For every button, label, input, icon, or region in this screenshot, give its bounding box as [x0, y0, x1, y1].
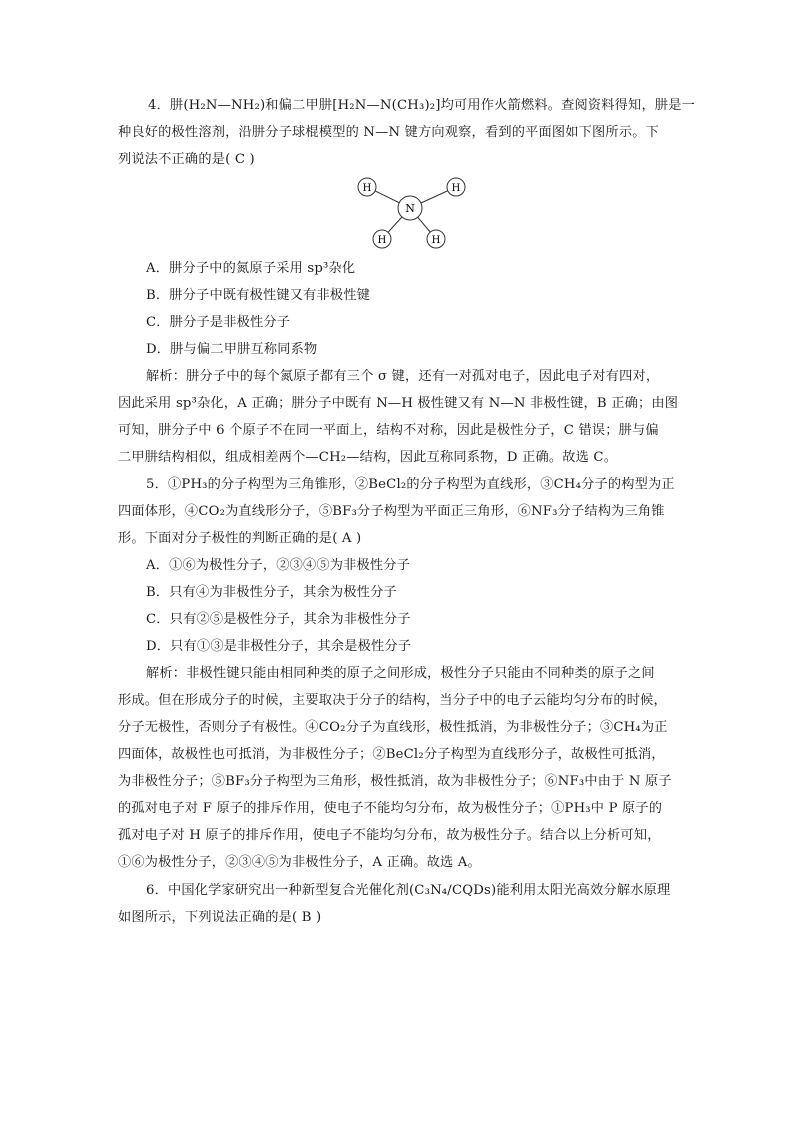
q4-option-d: D．肼与偏二甲肼互称同系物: [146, 342, 318, 357]
atom-h-top-left: [358, 178, 376, 196]
q4-analysis-line-2: 因此采用 sp³杂化，A 正确；肼分子中既有 N—H 极性键又有 N—N 非极性键，B 正确；由图: [118, 396, 679, 411]
atom-n-center: [398, 196, 422, 220]
q5-option-d: D．只有①③是非极性分子，其余是极性分子: [146, 639, 412, 654]
atom-h-top-right: [447, 178, 465, 196]
q5-analysis-line-8: ①⑥为极性分子，②③④⑤为非极性分子，A 正确。故选 A。: [118, 855, 481, 870]
q5-line-3: 形。下面对分子极性的判断正确的是( A ): [118, 531, 362, 546]
q4-analysis-line-3: 可知，肼分子中 6 个原子不在同一平面上，结构不对称，因此是极性分子，C 错误；肼与偏: [118, 423, 659, 438]
question-4-stem: [118, 92, 695, 173]
question-4-analysis: [118, 363, 679, 471]
svg-text:H: H: [451, 183, 461, 194]
svg-text:H: H: [431, 235, 441, 246]
q4-option-b: B．肼分子中既有极性键又有非极性键: [146, 288, 371, 303]
q4-option-a: A．肼分子中的氮原子采用 sp³杂化: [146, 261, 356, 276]
q4-analysis-line-4: 二甲肼结构相似，组成相差两个—CH₂—结构，因此互称同系物，D 正确。故选 C。: [118, 450, 618, 465]
q4-line-3: 列说法不正确的是( C ): [118, 152, 255, 167]
q5-analysis-line-1: 解析：非极性键只能由相同种类的原子之间形成，极性分子只能由不同种类的原子之间: [146, 666, 655, 681]
question-4-options: [146, 255, 656, 363]
q5-analysis-line-4: 四面体，故极性也可抵消，为非极性分子；②BeCl₂分子构型为直线形分子，故极性可抵消，: [118, 747, 665, 762]
hydrazine-planar-diagram: [350, 170, 470, 252]
q5-analysis-line-7: 孤对电子对 H 原子的排斥作用，使电子不能均匀分布，故为极性分子。结合以上分析可知，: [118, 828, 661, 843]
q5-analysis-line-2: 形成。但在形成分子的时候，主要取决于分子的结构，当分子中的电子云能均匀分布的时候，: [118, 693, 667, 708]
atom-h-bottom-right: [427, 230, 445, 248]
q5-line-2: 四面体形，④CO₂为直线形分子，⑤BF₃分子构型为平面正三角形，⑥NF₃分子结构为三角锥: [118, 504, 665, 519]
atom-h-bottom-left: [373, 230, 391, 248]
question-5-options: [146, 552, 656, 660]
q5-option-a: A．①⑥为极性分子，②③④⑤为非极性分子: [146, 558, 411, 573]
q5-option-b: B．只有④为非极性分子，其余为极性分子: [146, 585, 397, 600]
q4-line-2: 种良好的极性溶剂，沿肼分子球棍模型的 N—N 键方向观察，看到的平面图如下图所示。下: [118, 125, 659, 140]
q5-line-1: 5．①PH₃的分子构型为三角锥形，②BeCl₂的分子构型为直线形，③CH₄分子的构型为正: [146, 477, 675, 492]
q4-analysis-line-1: 解析：肼分子中的每个氮原子都有三个 σ 键，还有一对孤对电子，因此电子对有四对，: [146, 369, 660, 384]
q5-analysis-line-6: 的孤对电子对 F 原子的排斥作用，使电子不能均匀分布，故为极性分子；①PH₃中 P 原子的: [118, 801, 663, 816]
q4-option-c: C．肼分子是非极性分子: [146, 315, 291, 330]
q6-line-2: 如图所示，下列说法正确的是( B ): [118, 910, 322, 925]
q5-analysis-line-5: 为非极性分子；⑤BF₃分子构型为三角形，极性抵消，故为非极性分子；⑥NF₃中由于 N 原子: [118, 774, 672, 789]
svg-text:H: H: [362, 183, 372, 194]
question-6-stem: [118, 877, 671, 931]
q5-option-c: C．只有②⑤是极性分子，其余为非极性分子: [146, 612, 411, 627]
q5-analysis-line-3: 分子无极性，否则分子有极性。④CO₂分子为直线形，极性抵消，为非极性分子；③CH₄为正: [118, 720, 668, 735]
svg-text:H: H: [377, 235, 387, 246]
q6-line-1: 6．中国化学家研究出一种新型复合光催化剂(C₃N₄/CQDs)能利用太阳光高效分解水原理: [146, 883, 671, 898]
question-5-analysis: [118, 660, 672, 876]
q4-line-1: 4．肼(H₂N—NH₂)和偏二甲肼[H₂N—N(CH₃)₂]均可用作火箭燃料。查阅资料得知，肼是一: [148, 98, 695, 113]
question-5-stem: [118, 471, 675, 552]
svg-text:N: N: [405, 202, 415, 215]
